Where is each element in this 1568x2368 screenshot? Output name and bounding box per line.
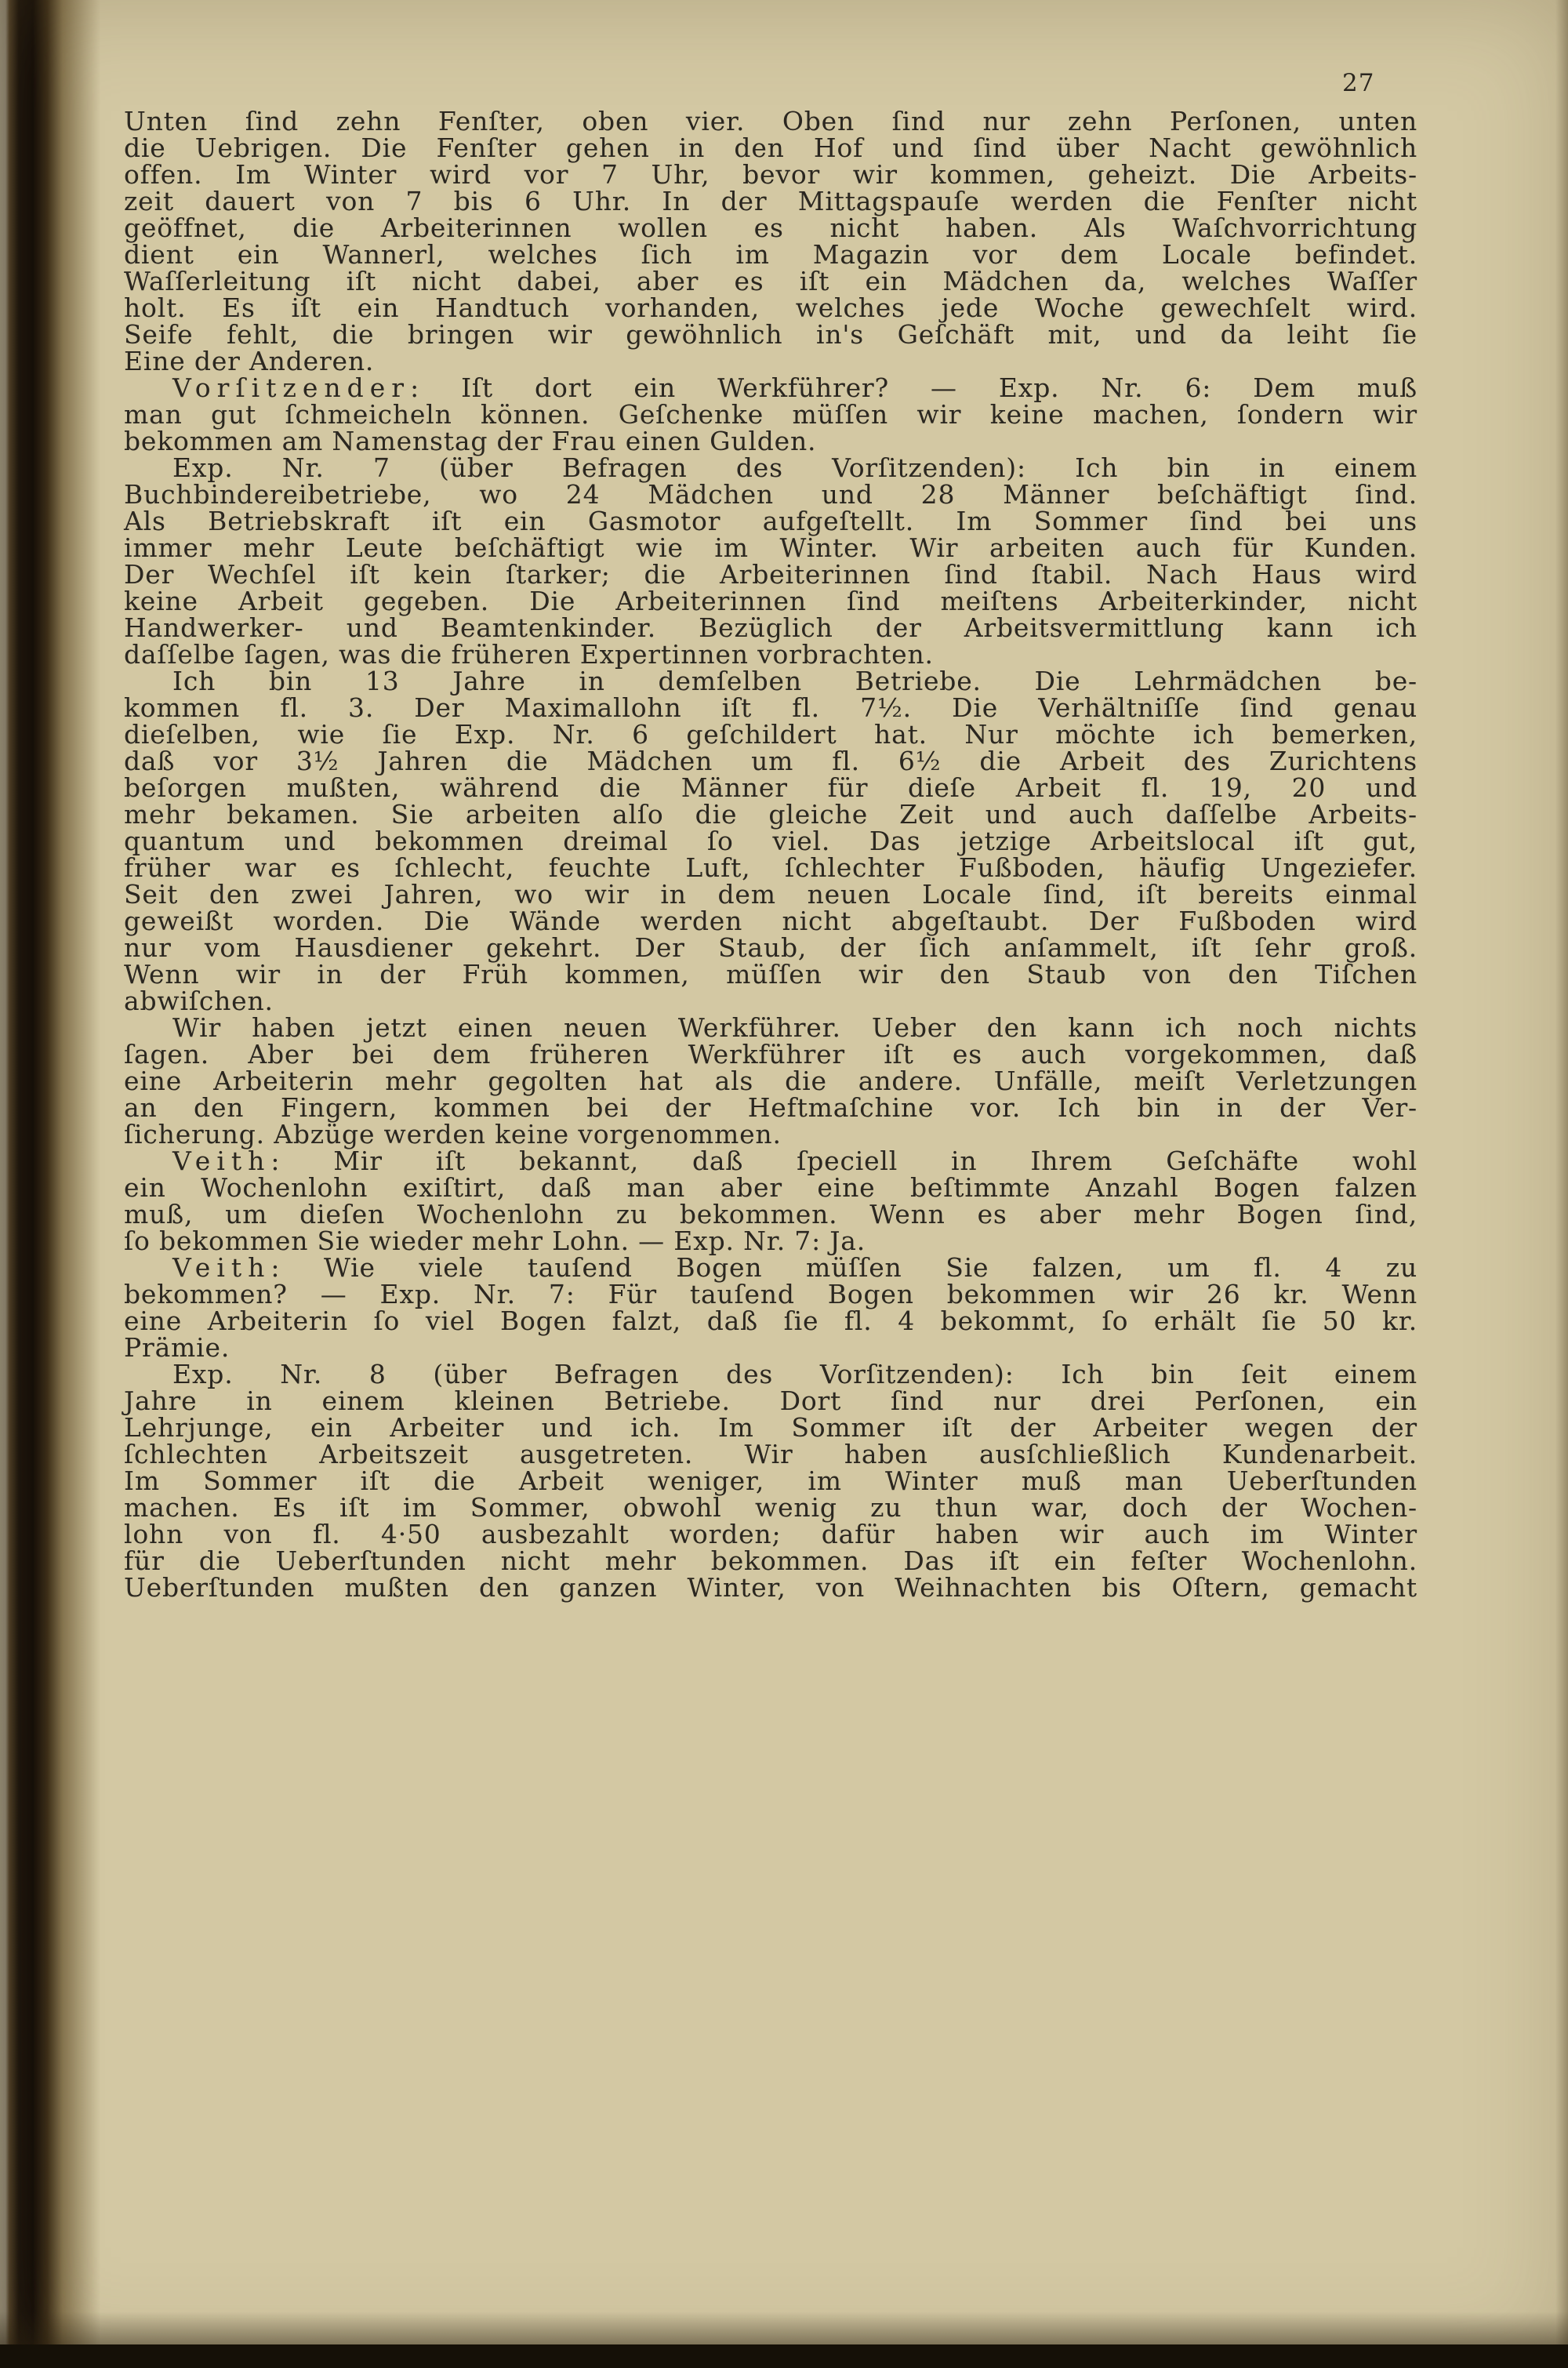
text-line [124,1465,1417,1496]
text-line [124,1574,1417,1601]
text-line [124,1252,1417,1283]
text-line [124,1388,1417,1415]
line-text: machen. Es iſt im Sommer, obwohl wenig zu thun war, doch der Wochen- [124,1492,1417,1523]
line-text: daſſelbe ſagen, was die früheren Expertinnen vorbrachten. [124,639,934,670]
line-text: Ueberſtunden mußten den ganzen Winter, von Weihnachten bis Oſtern, gemacht [124,1572,1417,1603]
line-text: Wenn wir in der Früh kommen, müſſen wir den Staub von den Tiſchen [124,959,1417,990]
text-line [124,772,1417,803]
line-text: abwiſchen. [124,986,274,1016]
line-text: Ich bin 13 Jahre in demſelben Betriebe. Die Lehrmädchen be- [172,666,1417,696]
text-line [124,988,1417,1015]
text-line [124,508,1417,535]
line-text: holt. Es iſt ein Handtuch vorhanden, welches jede Woche gewechſelt wird. [124,292,1417,323]
line-text: ſchlechten Arbeitszeit ausgetreten. Wir haben ausſchließlich Kundenarbeit. [124,1439,1417,1469]
text-line [124,1332,1417,1363]
text-line [124,881,1417,908]
text-line [124,452,1417,483]
speaker-name: Vorſitzender [172,372,411,403]
line-text: : Mir iſt bekannt, daß ſpeciell in Ihrem Geſchäfte wohl [270,1146,1417,1176]
line-text: dient ein Wannerl, welches ſich im Magazin vor dem Locale befindet. [124,239,1417,270]
text-line [124,1281,1417,1308]
line-text: man gut ſchmeicheln können. Geſchenke müſſen wir keine machen, ſondern wir [124,399,1417,430]
line-text: bekommen am Namenstag der Frau einen Gulden. [124,426,817,456]
text-line [124,321,1417,348]
page-right-edge-shadow [1555,0,1568,2368]
text-line [124,1172,1417,1203]
line-text: Waſſerleitung iſt nicht dabei, aber es iſt ein Mädchen da, welches Waſſer [124,266,1417,296]
line-text: bekommen? — Exp. Nr. 7: Für tauſend Bogen bekommen wir 26 kr. Wenn [124,1279,1417,1309]
line-text: muß, um dieſen Wochenlohn zu bekommen. Wenn es aber mehr Bogen ſind, [124,1199,1417,1229]
text-line [124,1148,1417,1175]
text-line [124,801,1417,828]
speaker-name: Veith [172,1146,271,1176]
text-line [124,401,1417,428]
line-text: Exp. Nr. 7 (über Befragen des Vorſitzenden): Ich bin in einem [172,452,1417,483]
text-line [124,1361,1417,1388]
text-line [124,748,1417,775]
line-text: beſorgen mußten, während die Männer für dieſe Arbeit fl. 19, 20 und [124,772,1417,803]
text-line [124,1121,1417,1148]
speaker-name: Veith [172,1252,271,1283]
text-line [124,1521,1417,1548]
text-line [124,159,1417,190]
text-line [124,1492,1417,1523]
text-line [124,908,1417,935]
text-line [124,668,1417,695]
text-line [124,1012,1417,1043]
line-text: Im Sommer iſt die Arbeit weniger, im Winter muß man Ueberſtunden [124,1465,1417,1496]
text-line [124,268,1417,295]
book-bottom-shadow [0,2312,1568,2344]
text-line [124,852,1417,883]
text-line [124,212,1417,243]
text-line [124,641,1417,668]
text-line [124,1308,1417,1335]
text-line [124,1092,1417,1123]
text-line [124,561,1417,588]
line-text: Unten ſind zehn Fenſter, oben vier. Oben ſind nur zehn Perſonen, unten [124,106,1417,136]
line-text: geöffnet, die Arbeiterinnen wollen es nicht haben. Als Waſchvorrichtung [124,212,1417,243]
line-text: kommen fl. 3. Der Maximallohn iſt fl. 7½. Die Verhältniſſe ſind genau [124,692,1417,723]
text-line [124,721,1417,748]
text-line [124,932,1417,963]
line-text: Buchbindereibetriebe, wo 24 Mädchen und 28 Männer beſchäftigt ſind. [124,479,1417,510]
line-text: ein Wochenlohn exiſtirt, daß man aber eine beſtimmte Anzahl Bogen falzen [124,1172,1417,1203]
line-text: lohn von fl. 4·50 ausbezahlt worden; dafür haben wir auch im Winter [124,1519,1417,1549]
line-text: ſo bekommen Sie wieder mehr Lohn. — Exp. Nr. 7: Ja. [124,1226,866,1256]
text-line [124,828,1417,855]
line-text: Prämie. [124,1332,230,1363]
line-text: zeit dauert von 7 bis 6 Uhr. In der Mittagspauſe werden die Fenſter nicht [124,186,1417,216]
line-text: mehr bekamen. Sie arbeiten alſo die gleiche Zeit und auch daſſelbe Arbeits- [124,799,1417,830]
book-binding-shadow [0,0,102,2368]
line-text: dieſelben, wie ſie Exp. Nr. 6 geſchildert hat. Nur möchte ich bemerken, [124,719,1417,750]
line-text: quantum und bekommen dreimal ſo viel. Das jetzige Arbeitslocal iſt gut, [124,826,1417,856]
text-line [124,1545,1417,1576]
line-text: für die Ueberſtunden nicht mehr bekommen. Das iſt ein feſter Wochenlohn. [124,1545,1417,1576]
line-text: an den Fingern, kommen bei der Heftmaſchine vor. Ich bin in der Ver- [124,1092,1417,1123]
text-line [124,428,1417,455]
book-bottom-edge [0,2344,1568,2368]
text-line [124,372,1417,403]
text-line [124,348,1417,375]
text-line [124,481,1417,508]
text-line [124,532,1417,563]
line-text: Wir haben jetzt einen neuen Werkführer. Ueber den kann ich noch nichts [172,1012,1417,1043]
text-line [124,135,1417,162]
line-text: : Wie viele tauſend Bogen müſſen Sie falzen, um fl. 4 zu [270,1252,1417,1283]
line-text: früher war es ſchlecht, feuchte Luft, ſchlechter Fußboden, häufig Ungeziefer. [124,852,1417,883]
page-number: 27 [1342,69,1375,97]
line-text: Eine der Anderen. [124,346,375,376]
text-line [124,1068,1417,1095]
line-text: offen. Im Winter wird vor 7 Uhr, bevor wir kommen, geheizt. Die Arbeits- [124,159,1417,190]
text-line [124,1228,1417,1255]
line-text: Als Betriebskraft iſt ein Gasmotor aufgeſtellt. Im Sommer ſind bei uns [124,506,1417,536]
line-text: Handwerker- und Beamtenkinder. Bezüglich der Arbeitsvermittlung kann ich [124,612,1417,643]
line-text: geweißt worden. Die Wände werden nicht abgeſtaubt. Der Fußboden wird [124,906,1417,936]
text-line [124,188,1417,215]
text-line [124,588,1417,615]
line-text: nur vom Hausdiener gekehrt. Der Staub, der ſich anſammelt, iſt ſehr groß. [124,932,1417,963]
text-line [124,1041,1417,1068]
text-line [124,108,1417,135]
line-text: ſagen. Aber bei dem früheren Werkführer iſt es auch vorgekommen, daß [124,1039,1417,1070]
text-line [124,239,1417,270]
line-text: Seit den zwei Jahren, wo wir in dem neuen Locale ſind, iſt bereits einmal [124,879,1417,910]
line-text: keine Arbeit gegeben. Die Arbeiterinnen ſind meiſtens Arbeiterkinder, nicht [124,586,1417,616]
line-text: die Uebrigen. Die Fenſter gehen in den Hof und ſind über Nacht gewöhnlich [124,133,1417,163]
line-text: daß vor 3½ Jahren die Mädchen um fl. 6½ die Arbeit des Zurichtens [124,746,1417,776]
text-line [124,612,1417,643]
text-line [124,1201,1417,1228]
line-text: eine Arbeiterin mehr gegolten hat als die andere. Unfälle, meiſt Verletzungen [124,1066,1417,1096]
line-text: Jahre in einem kleinen Betriebe. Dort ſind nur drei Perſonen, ein [124,1386,1417,1416]
text-line [124,1441,1417,1468]
text-line [124,292,1417,323]
line-text: Exp. Nr. 8 (über Befragen des Vorſitzenden): Ich bin ſeit einem [172,1359,1417,1389]
text-line [124,692,1417,723]
line-text: immer mehr Leute beſchäftigt wie im Winter. Wir arbeiten auch für Kunden. [124,532,1417,563]
line-text: : Iſt dort ein Werkführer? — Exp. Nr. 6: Dem muß [410,372,1417,403]
line-text: ſicherung. Abzüge werden keine vorgenommen. [124,1119,782,1149]
line-text: Lehrjunge, ein Arbeiter und ich. Im Sommer iſt der Arbeiter wegen der [124,1412,1417,1443]
line-text: Seife fehlt, die bringen wir gewöhnlich in's Geſchäft mit, und da leiht ſie [124,319,1417,350]
line-text: Der Wechſel iſt kein ſtarker; die Arbeiterinnen ſind ſtabil. Nach Haus wird [124,559,1417,590]
text-line [124,961,1417,988]
page-text [124,108,1417,1601]
text-line [124,1412,1417,1443]
line-text: eine Arbeiterin ſo viel Bogen falzt, daß ſie fl. 4 bekommt, ſo erhält ſie 50 kr. [124,1306,1417,1336]
